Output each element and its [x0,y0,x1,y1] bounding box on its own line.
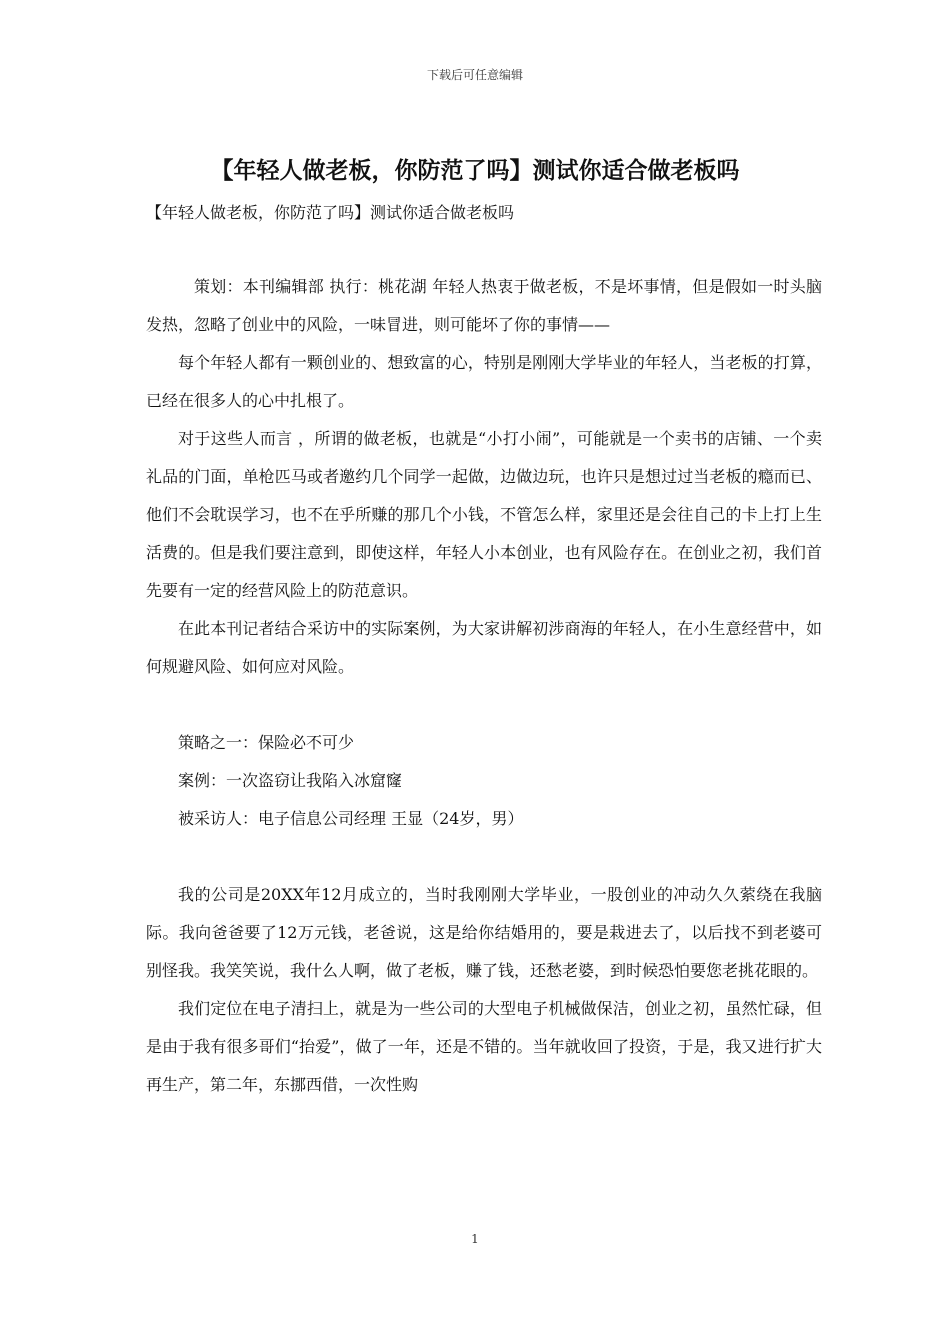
paragraph: 我们定位在电子清扫上，就是为一些公司的大型电子机械做保洁，创业之初，虽然忙碌，但是由于我有很多哥们“抬爱”，做了一年，还是不错的。当年就收回了投资，于是，我又进行扩大再生产，第二年，东挪西借，一次性购 [146,999,822,1094]
page-number: 1 [471,1232,479,1246]
paragraph: 我的公司是20XX年12月成立的，当时我刚刚大学毕业，一股创业的冲动久久萦绕在我脑际。我向爸爸要了12万元钱，老爸说，这是给你结婚用的，要是栽进去了，以后找不到老婆可别怪我。我笑笑说，我什么人啊，做了老板，赚了钱，还愁老婆，到时候恐怕要您老挑花眼的。 [146,885,822,980]
section-heading: 策略之一：保险必不可少 [178,733,355,752]
paragraph-intro: 策划：本刊编辑部 执行：桃花湖 年轻人热衷于做老板，不是坏事情，但是假如一时头脑发热，忽略了创业中的风险，一味冒进，则可能坏了你的事情—— [146,277,822,334]
document-subtitle: 【年轻人做老板，你防范了吗】测试你适合做老板吗 [146,203,515,222]
case-heading: 案例：一次盗窃让我陷入冰窟窿 [178,771,403,790]
header-note: 下载后可任意编辑 [426,68,523,82]
interviewee-line: 被采访人：电子信息公司经理 王显（24岁，男） [178,809,524,828]
paragraph: 在此本刊记者结合采访中的实际案例，为大家讲解初涉商海的年轻人，在小生意经营中，如何规避风险、如何应对风险。 [146,619,822,676]
paragraph: 对于这些人而言 ，所谓的做老板，也就是“小打小闹”，可能就是一个卖书的店铺、一个卖礼品的门面，单枪匹马或者邀约几个同学一起做，边做边玩，也许只是想过过当老板的瘾而已、他们不会耽误学习，也不在乎所赚的那几个小钱，不管怎么样，家里还是会往自己的卡上打上生活费的。但是我们要注意到，即使这样，年轻人小本创业，也有风险存在。在创业之初，我们首先要有一定的经营风险上的防范意识。 [146,429,822,600]
paragraph: 每个年轻人都有一颗创业的、想致富的心，特别是刚刚大学毕业的年轻人，当老板的打算，已经在很多人的心中扎根了。 [146,353,822,410]
document-body [146,268,822,1104]
document-title: 【年轻人做老板，你防范了吗】测试你适合做老板吗 [210,158,740,184]
